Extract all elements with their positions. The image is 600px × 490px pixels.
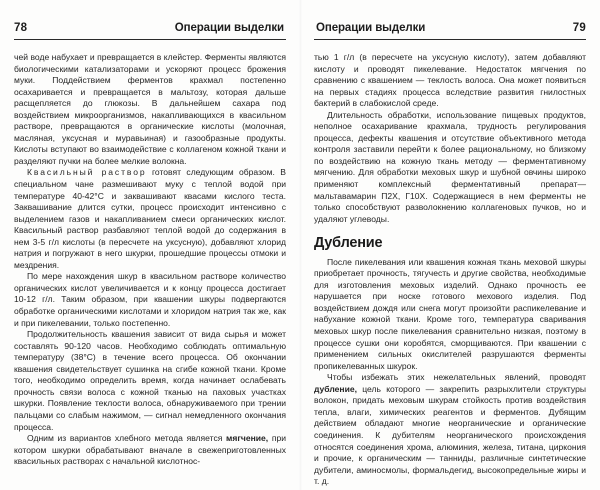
paragraph-body-text: готовят следующим образом. В специальном чане размешивают муку с теплой водой при температуре 40-42°C и заквашивают квасами кислого теста. Заквашивание длится сутки, процесс происходит интенсивно с выделением газов и накапливанием смеси органических кислот. Квасильный раствор разбавляют теплой водой до содержания в нем 3-5 г/л кислоты (в пересчете на уксусную), добавляют хлорид натрия и погружают в него шкурки, прошедшие процессы отмоки и мездрения. [14, 167, 286, 270]
paragraph-tanning-intro: После пикелевания или квашения кожная ткань меховой шкуры приобретает прочность, тягучесть и другие свойства, необходимые для изготовления меховых изделий. Однако прочность ее нарушается при носке готового мехового изделия. Под воздействием дождя или снега могут произойти распикелевание и набухание кожной ткани. Кроме того, температура сваривания меховых шкур после пикелевания сравнительно низкая, поэтому в процессе сушки они коробятся, сморщиваются. При квашении с применением сильных окислителей разрушаются ферменты пропикелеванных шкурок. [314, 256, 586, 371]
paragraph-dublenie-definition [314, 372, 586, 487]
page-right [300, 0, 600, 490]
paragraph-enzymatic-softening: Длительность обработки, использование пищевых продуктов, неполное осахаривание крахмала, трудность регулирования процесса, дефекты квашения и отсутствие объективного метода контроля заставили перейти к более рациональному, но близкому по воздействию на кожную ткань методу — ферментативному мягчению. Для обработки меховых шкур и шубной овчины широко применяют комплексный ферментативный препарат— мальтавамарин П2Х, Г10Х. Содержащиеся в нем ферменты не только способствуют разволокнению коллагеновых пучков, но и удаляют углеводы. [314, 109, 586, 224]
paragraph-kvasilny-rastvor [14, 167, 286, 271]
paragraph-continuation-right: тью 1 г/л (в пересчете на уксусную кислоту), затем добавляют кислоту и проводят пикелевание. Недостаток мягчения по сравнению с квашением — теклость волоса. Она может появиться на первых стадиях процесса вследствие развития гнилостных бактерий в слабокислой среде. [314, 52, 586, 109]
running-head-title-left: Операции выделки [174, 22, 284, 34]
bold-term-myagchenie: мягчение, [226, 433, 269, 444]
page-number-left: 78 [14, 22, 28, 34]
text-before-bold-term-right: Чтобы избежать этих нежелательных явлений, проводят [327, 372, 586, 383]
text-before-bold-term: Одним из вариантов хлебного метода является [27, 433, 227, 444]
text-after-bold-term: при котором шкурки обрабатывают вначале в свежеприготовленных квасильных растворах с начальной кислотнос- [14, 433, 286, 467]
text-after-bold-term-right: цель которого — закрепить разрыхлители структуры волокон, придать меховым шкурам стойкость против воздействия тепла, влаги, химических реагентов и ферментов. Дубящим действием обладают многие неорганические и органические соединения. К дубителям неорганического происхождения относятся соединения хрома, алюминия, железа, титана, циркония и прочие, к органическим — танниды, различные синтетические дубители, аминосмолы, формальдегид, высокопредельные жиры и т. д. [314, 383, 586, 487]
running-head-title-right: Операции выделки [316, 22, 426, 34]
running-head-left [14, 22, 286, 40]
body-column-right [314, 52, 586, 488]
running-head-right [314, 22, 586, 40]
body-column-left [14, 52, 286, 468]
bold-term-dublenie: дубление, [314, 383, 357, 394]
section-heading-dublenie: Дубление [314, 235, 383, 252]
paragraph-myagchenie [14, 433, 286, 468]
paragraph-duration: Продолжительность квашения зависит от вида сырья и может составлять 90-120 часов. Необходимо соблюдать оптимальную температуру (38°C) в течение всего процесса. Об окончании квашения свидетельствует сушинка на сгибе кожной ткани. Кроме того, необходимо определить время, когда начинает ослабевать прочность связи волоса с кожной тканью на паховых участках шкурки. Появление теклости волоса, обнаруживаемого при трении пальцами со слабым нажимом, — сигнал немедленного окончания процесса. [14, 329, 286, 432]
page-number-right: 79 [572, 22, 586, 34]
paragraph-acid-accumulation: По мере нахождения шкур в квасильном растворе количество органических кислот увеличивается и к концу процесса достигает 10-12 г/л. Таким образом, при квашении шкуры подвергаются обработке органическими кислотами и хлоридом натрия так же, как и при пикелевании, только постепенно. [14, 271, 286, 328]
paragraph-continuation: чей воде набухает и превращается в клейстер. Ферменты являются биологическими катализаторами и ускоряют процесс брожения муки. Поддействием ферментов крахмал постепенно осахаривается и превращается в мальтозу, которая дальше расщепляется до глюкозы. В дальнейшем сахара под воздействием микроорганизмов, накапливающихся в квасильном растворе, превращаются в органические кислоты (молочная, масляная, уксусная и муравьиная) и газообразные продукты. Кислоты вступают во взаимодействие с коллагеном кожной ткани и разделяют пучки на более мелкие волокна. [14, 52, 286, 166]
lead-in-spaced-text: Квасильный раствор [27, 167, 147, 178]
